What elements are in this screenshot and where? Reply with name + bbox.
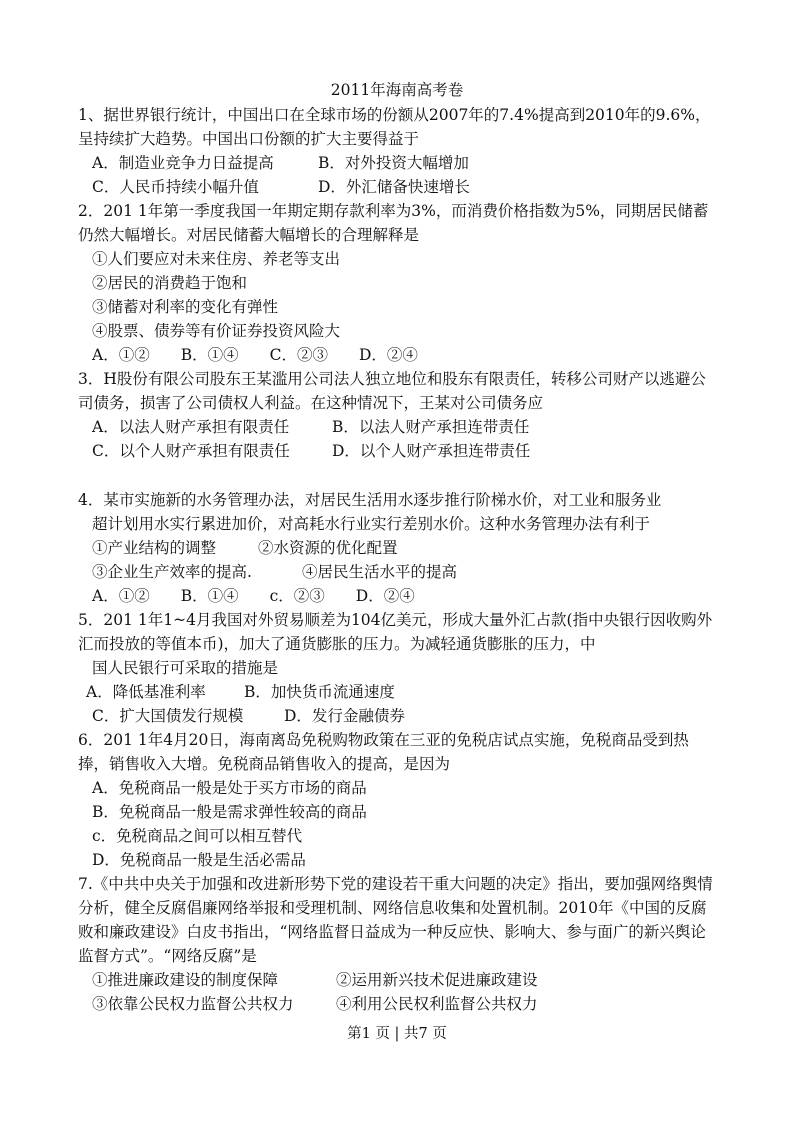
page-title: 2011年海南高考卷 [330,81,464,99]
page-footer: 第1 页 | 共7 页 [347,1026,447,1042]
q4-item-2: ②水资源的优化配置 [258,539,398,557]
q3-option-c: C．以个人财产承担有限责任 [92,442,290,460]
q5-option-b: B．加快货币流通速度 [244,683,395,701]
q4-item-3: ③企业生产效率的提高. [92,563,252,581]
q1-option-a: A．制造业竞争力日益提高 [92,154,274,172]
q2-item-4: ④股票、债券等有价证券投资风险大 [92,322,341,340]
question-5-text: 5．201 1年1~4月我国对外贸易顺差为104亿美元，形成大量外汇占款(指中央银行因收购外汇而投放的等值本币)，加大了通货膨胀的压力。为减轻通货膨胀的压力，中 [78,611,713,653]
question-6-text: 6．201 1年4月20日，海南离岛免税购物政策在三亚的免税店试点实施，免税商品受到热捧，销售收入大增。免税商品销售收入的提高，是因为 [78,731,689,773]
q5-option-a: A．降低基准利率 [86,683,206,701]
q4-options: A．①② B．①④ c．②③ D．②④ [92,587,415,605]
question-4-line-2: 超计划用水实行累进加价，对高耗水行业实行差别水价。这种水务管理办法有利于 [92,515,651,533]
q7-item-2: ②运用新兴技术促进廉政建设 [336,971,538,989]
q7-item-3: ③依靠公民权力监督公共权力 [92,995,294,1013]
q2-item-2: ②居民的消费趋于饱和 [92,274,248,292]
q1-option-d: D．外汇储备快速增长 [318,178,470,196]
q2-item-1: ①人们要应对未来住房、养老等支出 [92,250,341,268]
q6-option-d: D．免税商品一般是生活必需品 [92,851,306,869]
question-3-text: 3．H股份有限公司股东王某滥用公司法人独立地位和股东有限责任，转移公司财产以逃避公司债务，损害了公司债权人利益。在这种情况下，王某对公司债务应 [78,370,706,412]
q3-option-d: D．以个人财产承担连带责任 [332,442,531,460]
q1-option-b: B．对外投资大幅增加 [318,154,469,172]
q2-options: A．①② B．①④ C．②③ D．②④ [92,346,418,364]
question-2-text: 2．201 1年第一季度我国一年期定期存款利率为3%，而消费价格指数为5%，同期居民储蓄仍然大幅增长。对居民储蓄大幅增长的合理解释是 [78,202,709,244]
question-4-line-1: 4．某市实施新的水务管理办法，对居民生活用水逐步推行阶梯水价，对工业和服务业 [78,491,662,509]
question-7-text: 7.《中共中央关于加强和改进新形势下党的建设若干重大问题的决定》指出，要加强网络舆情分析，健全反腐倡廉网络举报和受理机制、网络信息收集和处置机制。2010年《中国的反腐败和廉政建设》白皮书指出，“网络监督日益成为一种反应快、影响大、参与面广的新兴舆论监督方式”。“网络反腐”是 [78,875,713,965]
question-5-line-3: 国人民银行可采取的措施是 [92,659,279,677]
q2-item-3: ③储蓄对利率的变化有弹性 [92,298,279,316]
q4-item-4: ④居民生活水平的提高 [302,563,458,581]
q6-option-b: B．免税商品一般是需求弹性较高的商品 [92,803,367,821]
q5-option-d: D．发行金融债券 [284,707,405,725]
q3-option-b: B．以法人财产承担连带责任 [332,418,530,436]
question-1-text: 1、据世界银行统计，中国出口在全球市场的份额从2007年的7.4%提高到2010年的9.6%， 呈持续扩大趋势。中国出口份额的扩大主要得益于 [78,106,719,148]
q6-option-c: c．免税商品之间可以相互替代 [92,827,303,845]
q7-item-1: ①推进廉政建设的制度保障 [92,971,279,989]
q1-option-c: C．人民币持续小幅升值 [92,178,259,196]
q3-option-a: A．以法人财产承担有限责任 [92,418,290,436]
q6-option-a: A．免税商品一般是处于买方市场的商品 [92,779,367,797]
q7-item-4: ④利用公民权利监督公共权力 [336,995,538,1013]
q4-item-1: ①产业结构的调整 [92,539,217,557]
q5-option-c: C．扩大国债发行规模 [92,707,244,725]
